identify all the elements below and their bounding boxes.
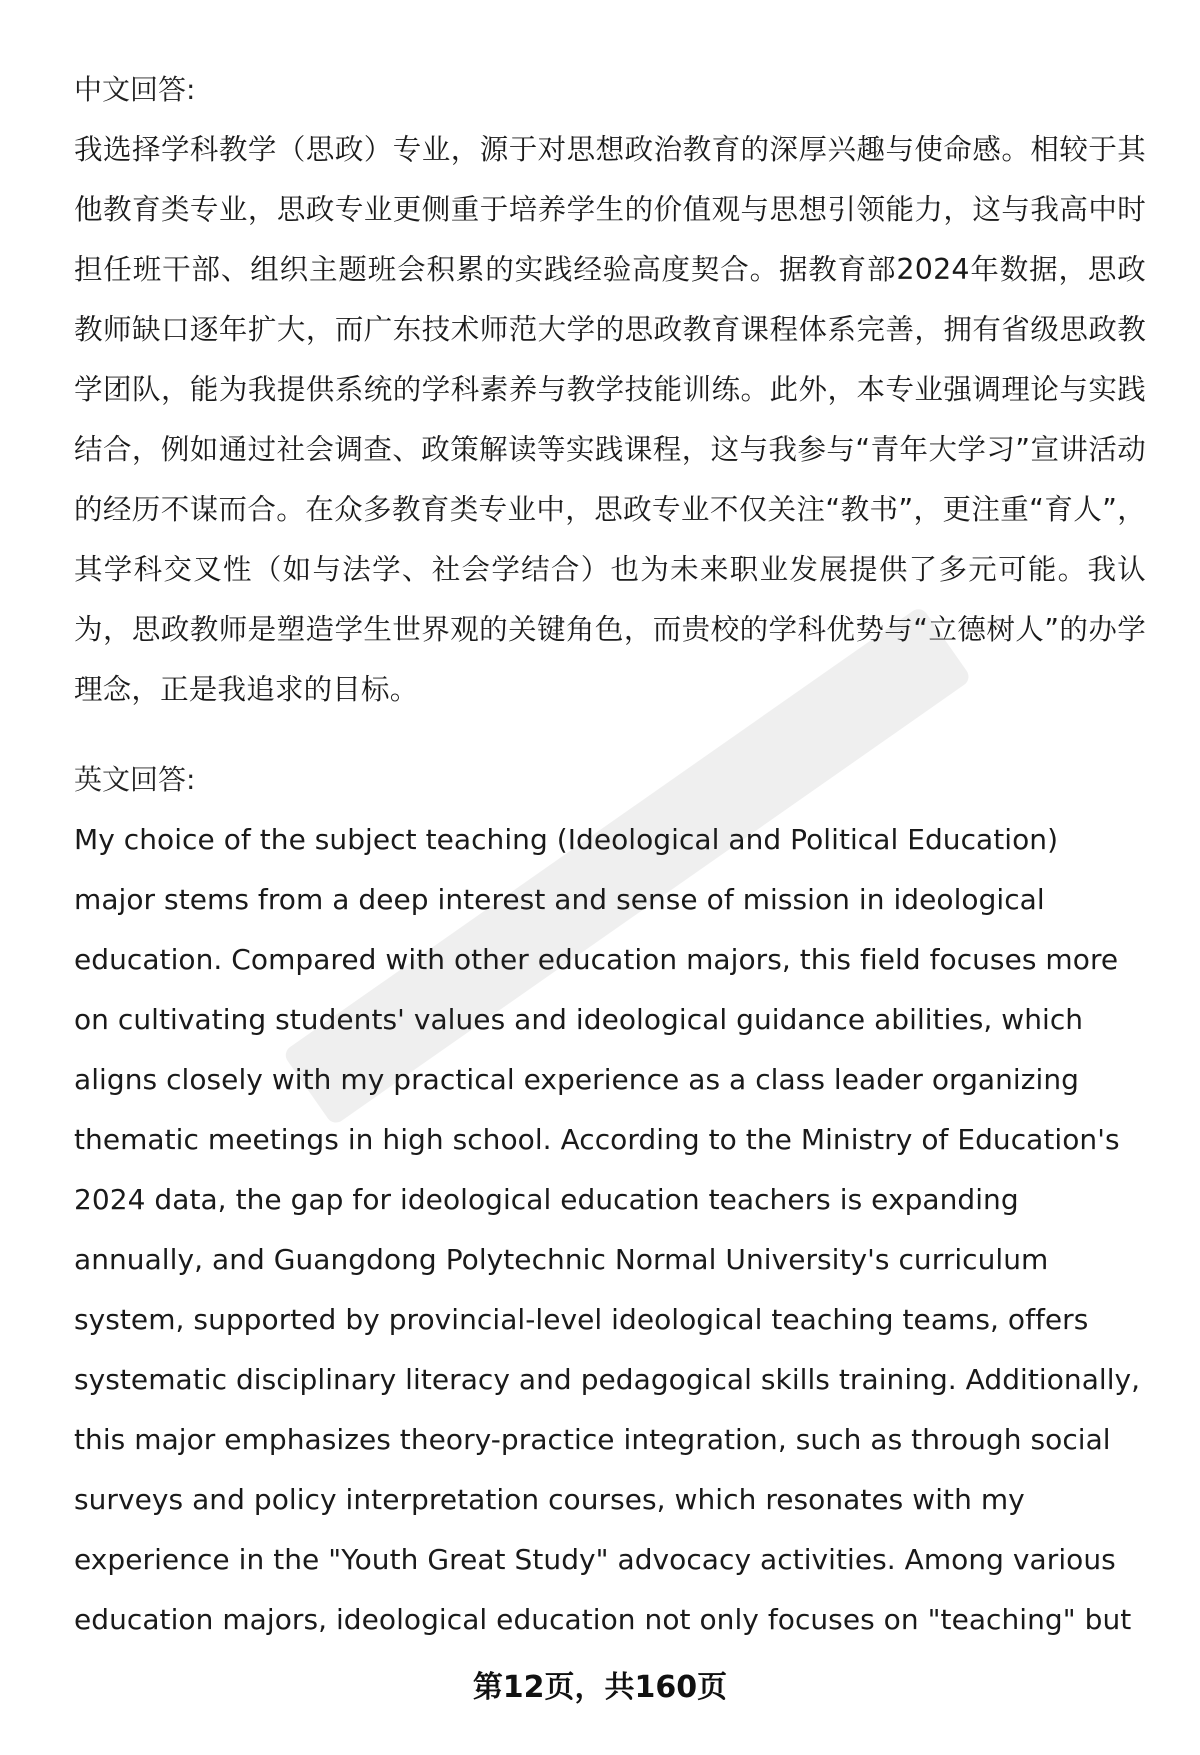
page-number: 第12页，共160页 (472, 1670, 728, 1705)
zh-answer-text: 我选择学科教学（思政）专业，源于对思想政治教育的深厚兴趣与使命感。相较于其他教育类专业，思政专业更侧重于培养学生的价值观与思想引领能力，这与我高中时担任班干部、组织主题班会积累的实践经验高度契合。据教育部2024年数据，思政教师缺口逐年扩大，而广东技术师范大学的思政教育课程体系完善，拥有省级思政教学团队，能为我提供系统的学科素养与教学技能训练。此外，本专业强调理论与实践结合，例如通过社会调查、政策解读等实践课程，这与我参与“青年大学习”宣讲活动的经历不谋而合。在众多教育类专业中，思政专业不仅关注“教书”，更注重“育人”，其学科交叉性（如与法学、社会学结合）也为未来职业发展提供了多元可能。我认为，思政教师是塑造学生世界观的关键角色，而贵校的学科优势与“立德树人”的办学理念，正是我追求的目标。 (74, 133, 1146, 706)
en-answer-text: My choice of the subject teaching (Ideological and Political Education) major stems from a deep interest and sense of mission in ideological education. Compared with other education majors, this field focuses more on cultivating students' values and ideological guidance abilities, which aligns closely with my practical experience as a class leader organizing thematic meetings in high school. According to the Ministry of Education's 2024 data, the gap for ideological education teachers is expanding annually, and Guangdong Polytechnic Normal University's curriculum system, supported by provincial-level ideological teaching teams, offers systematic disciplinary literacy and pedagogical skills training. Additionally, this major emphasizes theory-practice integration, such as through social surveys and policy interpretation courses, which resonates with my experience in the "Youth Great Study" advocacy activities. Among various education majors, ideological education not only focuses on "teaching" but (74, 823, 1141, 1636)
document-page (74, 60, 1146, 1650)
en-answer-label: 英文回答: (74, 763, 196, 796)
zh-answer-label: 中文回答: (74, 73, 196, 106)
section-spacer (74, 720, 1146, 750)
